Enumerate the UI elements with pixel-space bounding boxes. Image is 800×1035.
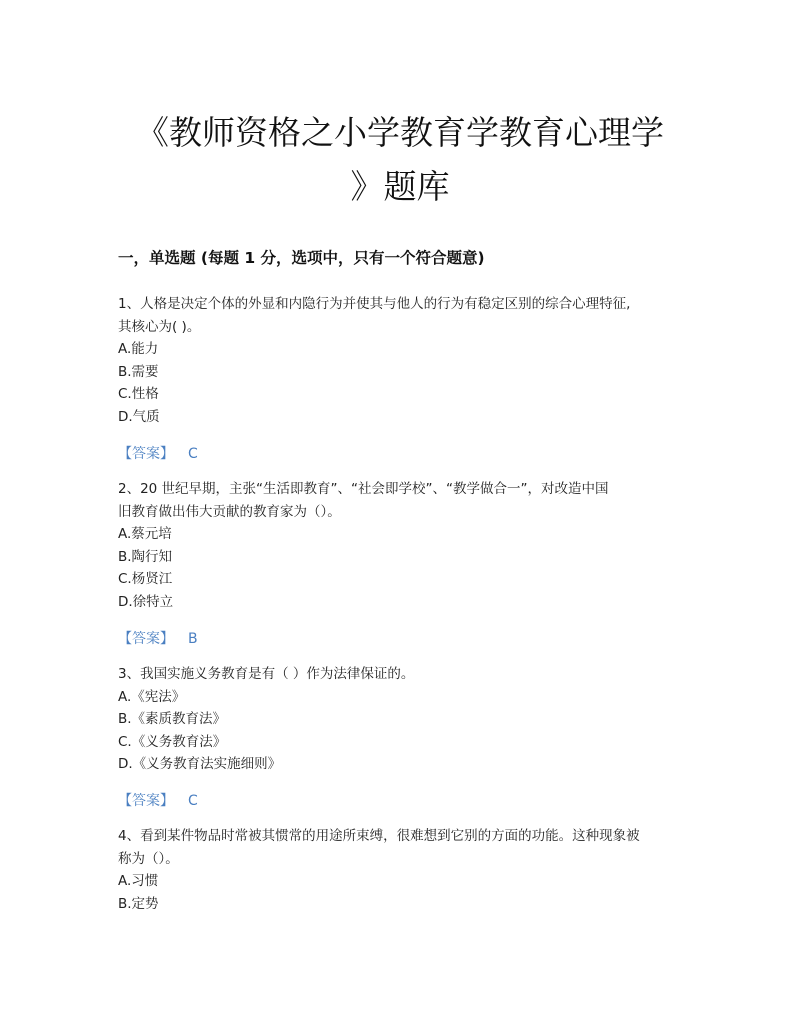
option-b: B.陶行知 (118, 548, 173, 565)
answer-letter: B (188, 631, 198, 647)
question-stem-line: 旧教育做出伟大贡献的教育家为（）。 (118, 503, 341, 520)
answer-letter: C (188, 793, 198, 809)
question-4 (118, 825, 683, 915)
option-d: D.《义务教育法实施细则》 (118, 756, 282, 772)
answer-1 (118, 443, 198, 463)
question-stem-line: 其核心为( )。 (118, 318, 201, 335)
question-stem-line: 2、20 世纪早期，主张“生活即教育”、“社会即学校”、“教学做合一”，对改造中国 (118, 481, 609, 497)
title-line-2: 》题库 (350, 167, 450, 206)
answer-label: 【答案】 (118, 793, 174, 809)
option-c: C.《义务教育法》 (118, 733, 227, 750)
answer-3 (118, 790, 198, 810)
answer-label: 【答案】 (118, 446, 174, 462)
option-b: B.需要 (118, 363, 159, 380)
question-2 (118, 478, 683, 613)
question-stem-line: 1、人格是决定个体的外显和内隐行为并使其与他人的行为有稳定区别的综合心理特征, (118, 296, 631, 312)
question-stem-line: 4、看到某件物品时常被其惯常的用途所束缚，很难想到它别的方面的功能。这种现象被 (118, 828, 640, 844)
question-stem-line: 称为（）。 (118, 850, 179, 867)
question-stem-line: 3、我国实施义务教育是有（ ）作为法律保证的。 (118, 666, 415, 682)
option-d: D.徐特立 (118, 593, 174, 610)
option-b: B.定势 (118, 895, 159, 912)
option-c: C.杨贤江 (118, 571, 173, 587)
option-a: A.蔡元培 (118, 526, 172, 542)
option-b: B.《素质教育法》 (118, 711, 227, 727)
answer-letter: C (188, 446, 198, 462)
title-line-1: 《教师资格之小学教育学教育心理学 (136, 113, 664, 152)
answer-label: 【答案】 (118, 631, 174, 647)
option-a: A.《宪法》 (118, 688, 186, 705)
document-title (100, 106, 700, 214)
option-a: A.能力 (118, 341, 159, 357)
question-3 (118, 663, 683, 776)
answer-2 (118, 628, 198, 648)
section-heading: 一，单选题 (每题 1 分，选项中，只有一个符合题意) (118, 249, 485, 267)
option-d: D.气质 (118, 408, 160, 425)
option-a: A.习惯 (118, 873, 159, 889)
question-1 (118, 293, 683, 428)
option-c: C.性格 (118, 386, 159, 402)
